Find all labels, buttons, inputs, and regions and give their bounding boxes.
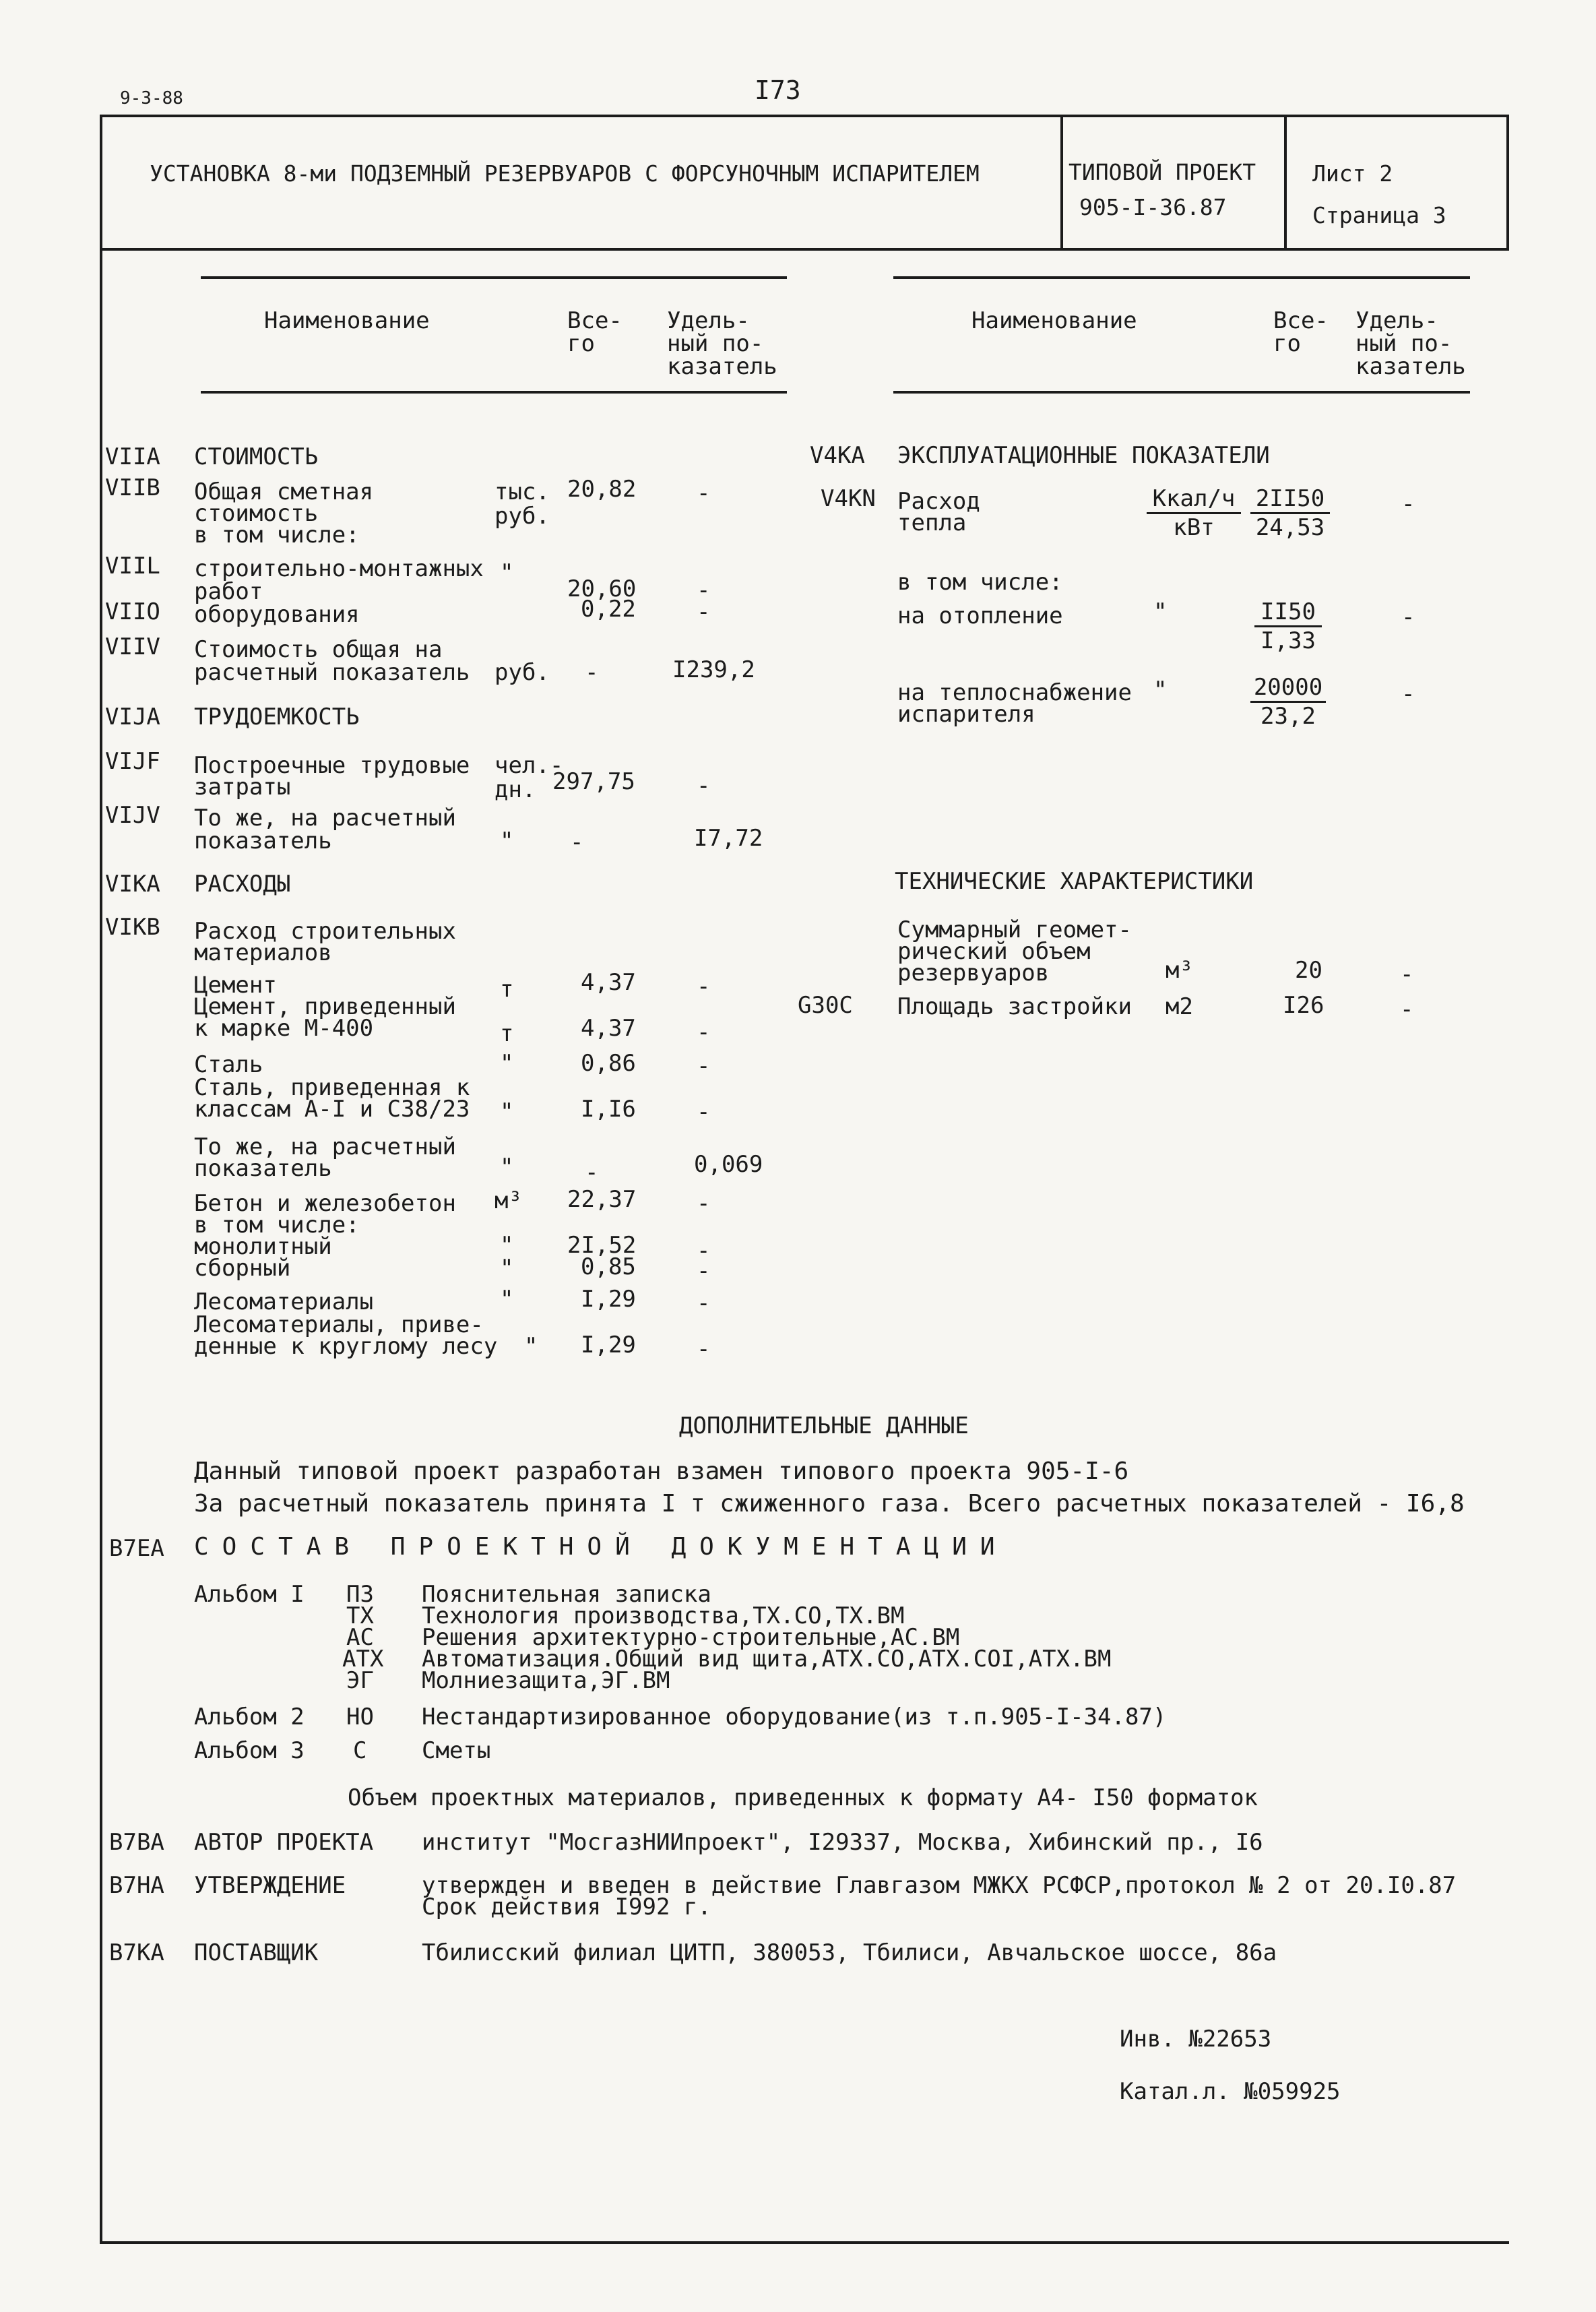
album-code: ТХ xyxy=(346,1602,374,1629)
info-code: В7КА xyxy=(109,1939,164,1966)
album-code: НО xyxy=(346,1704,374,1730)
evap-bottom: 23,2 xyxy=(1260,703,1316,730)
row-unit: м³ xyxy=(494,1187,522,1214)
album-desc: Технология производства,ТХ.СО,ТХ.ВМ xyxy=(422,1602,905,1629)
evap-top: 20000 xyxy=(1253,674,1323,701)
heat-specific: - xyxy=(1401,491,1415,518)
area-name: Площадь застройки xyxy=(897,993,1132,1020)
album-desc: Молниезащита,ЭГ.ВМ xyxy=(422,1667,670,1694)
left-header-bottom-rule xyxy=(201,391,787,394)
row-name: материалов xyxy=(194,939,332,966)
album-code: С xyxy=(353,1737,367,1764)
stamp-sheet: Лист 2 xyxy=(1312,160,1393,187)
additional-line-2: За расчетный показатель принята I т сжиженного газа. Всего расчетных показателей - I6,8 xyxy=(194,1490,1465,1518)
composition-code: В7ЕА xyxy=(109,1535,164,1562)
evap-unit: " xyxy=(1153,677,1168,704)
info-code: В7НА xyxy=(109,1872,164,1899)
ops-heading: ЭКСПЛУАТАЦИОННЫЕ ПОКАЗАТЕЛИ xyxy=(897,442,1270,469)
row-specific: - xyxy=(697,1053,711,1080)
row-name: строительно-монтажных xyxy=(194,555,484,582)
row-unit: " xyxy=(500,1232,514,1259)
row-total: 0,86 xyxy=(581,1050,636,1077)
album-desc: Нестандартизированное оборудование(из т.п.905-I-34.87) xyxy=(422,1704,1167,1730)
heating-top: II50 xyxy=(1260,598,1316,625)
heating-specific: - xyxy=(1401,604,1415,631)
evap-name-2: испарителя xyxy=(897,701,1035,728)
row-specific: I239,2 xyxy=(672,656,755,683)
row-name: работ xyxy=(194,578,263,605)
stamp-page: Страница 3 xyxy=(1312,202,1446,228)
album-label: Альбом 2 xyxy=(194,1704,305,1730)
row-specific: - xyxy=(697,1098,711,1125)
row-total: 4,37 xyxy=(581,969,636,996)
code-ops: V4KA xyxy=(810,442,865,469)
row-specific: - xyxy=(697,1237,711,1264)
row-total: I,29 xyxy=(581,1332,636,1358)
row-name: Бетон и железобетон xyxy=(194,1190,456,1217)
evap-fraction xyxy=(1250,675,1326,728)
row-specific: - xyxy=(697,973,711,1000)
heat-unit-fraction xyxy=(1147,487,1241,540)
row-code: VIIV xyxy=(105,633,160,660)
row-name: расчетный показатель xyxy=(194,659,470,686)
volume-specific: - xyxy=(1400,961,1414,988)
row-specific: - xyxy=(697,577,711,604)
area-total: I26 xyxy=(1283,992,1324,1019)
frame-right-border xyxy=(1506,115,1509,249)
row-name: Лесоматериалы, приве- xyxy=(194,1311,484,1338)
info-label: АВТОР ПРОЕКТА xyxy=(194,1829,374,1856)
row-unit: чел.- дн. xyxy=(494,752,564,803)
row-unit: " xyxy=(500,827,514,854)
row-code: VIJF xyxy=(105,748,160,775)
row-name: Общая сметная xyxy=(194,478,374,505)
frame-top-border xyxy=(100,115,1509,117)
row-specific: - xyxy=(697,480,711,507)
inventory-number: Инв. №22653 xyxy=(1120,2026,1272,2053)
row-total: I,29 xyxy=(581,1286,636,1313)
frame-left-border xyxy=(100,115,102,2244)
row-name: Сталь xyxy=(194,1051,263,1078)
row-specific: - xyxy=(697,1019,711,1046)
row-code: VIIL xyxy=(105,553,160,580)
right-header-name: Наименование xyxy=(971,307,1137,334)
row-name: Цемент xyxy=(194,972,277,999)
row-total: 20,60 xyxy=(567,575,637,602)
row-unit: " xyxy=(500,1286,514,1313)
row-unit: т xyxy=(500,976,514,1003)
tech-heading: ТЕХНИЧЕСКИЕ ХАРАКТЕРИСТИКИ xyxy=(895,868,1254,895)
right-header-specific-2: ный по- xyxy=(1355,330,1453,357)
row-name: монолитный xyxy=(194,1233,332,1260)
row-name: оборудования xyxy=(194,601,360,628)
row-name: Стоимость общая на xyxy=(194,636,443,663)
frame-bottom-border xyxy=(100,2241,1509,2244)
row-specific: - xyxy=(697,1290,711,1317)
heat-total-top: 2II50 xyxy=(1255,485,1325,512)
heat-total-fraction xyxy=(1250,487,1330,540)
info-label: УТВЕРЖДЕНИЕ xyxy=(194,1872,346,1899)
additional-line-1: Данный типовой проект разработан взамен типового проекта 905-I-6 xyxy=(194,1458,1129,1485)
row-specific: - xyxy=(697,1190,711,1217)
right-header-specific-3: казатель xyxy=(1355,353,1466,380)
page-number: I73 xyxy=(755,75,801,105)
album-desc: Решения архитектурно-строительные,АС.ВМ xyxy=(422,1624,960,1651)
composition-volume-note: Объем проектных материалов, приведенных к формату А4- I50 форматок xyxy=(348,1784,1258,1811)
row-unit: руб. xyxy=(494,659,550,686)
right-header-top-rule xyxy=(893,276,1470,279)
info-text: утвержден и введен в действие Главгазом МЖКХ РСФСР,протокол № 2 от 20.I0.87 xyxy=(422,1872,1457,1899)
area-unit: м2 xyxy=(1166,993,1193,1020)
row-total: - xyxy=(585,1159,599,1186)
code-heat: V4KN xyxy=(821,485,876,512)
right-header-total-2: го xyxy=(1273,330,1301,357)
left-header-top-rule xyxy=(201,276,787,279)
evap-specific: - xyxy=(1401,681,1415,708)
album-desc: Автоматизация.Общий вид щита,АТХ.СО,АТХ.СОI,АТХ.ВМ xyxy=(422,1646,1112,1673)
row-specific: - xyxy=(697,1336,711,1363)
left-header-specific-1: Удель- xyxy=(667,307,750,334)
row-code: VIIB xyxy=(105,474,160,501)
row-specific: I7,72 xyxy=(694,825,763,852)
heat-unit-bottom: кВт xyxy=(1173,514,1215,541)
incl-label: в том числе: xyxy=(897,569,1063,596)
row-total: 0,22 xyxy=(581,596,636,623)
row-name: к марке М-400 xyxy=(194,1015,374,1042)
row-total: 0,85 xyxy=(581,1253,636,1280)
row-total: I,I6 xyxy=(581,1096,636,1123)
heating-name: на отопление xyxy=(897,602,1063,629)
code-area: G30C xyxy=(798,992,853,1019)
row-unit: " xyxy=(500,1050,514,1077)
row-unit: " xyxy=(500,559,514,586)
stamp-bottom-border xyxy=(100,248,1509,251)
row-total: 22,37 xyxy=(567,1186,637,1213)
row-code: VIIO xyxy=(105,598,160,625)
heat-unit-top: Ккал/ч xyxy=(1152,485,1236,512)
row-total: - xyxy=(570,829,584,856)
heat-name-1: Расход xyxy=(897,488,980,515)
row-unit: тыс. руб. xyxy=(494,478,550,530)
row-name: ТРУДОЕМКОСТЬ xyxy=(194,704,360,730)
row-unit: " xyxy=(524,1333,538,1360)
right-header-specific-1: Удель- xyxy=(1355,307,1438,334)
row-unit: " xyxy=(500,1098,514,1125)
row-name: показатель xyxy=(194,827,332,854)
row-name: в том числе: xyxy=(194,1212,360,1239)
corner-mark: 9-3-88 xyxy=(120,88,183,108)
info-label: ПОСТАВЩИК xyxy=(194,1939,319,1966)
row-total: 2I,52 xyxy=(567,1232,637,1259)
row-name: То же, на расчетный xyxy=(194,1133,456,1160)
left-header-specific-2: ный по- xyxy=(667,330,764,357)
album-code: АС xyxy=(346,1624,374,1651)
album-label: Альбом I xyxy=(194,1581,305,1608)
additional-heading: ДОПОЛНИТЕЛЬНЫЕ ДАННЫЕ xyxy=(679,1412,969,1439)
stamp-divider-2 xyxy=(1284,115,1287,249)
row-name: Сталь, приведенная к xyxy=(194,1074,470,1101)
area-specific: - xyxy=(1400,996,1414,1023)
catalog-number: Катал.л. №059925 xyxy=(1120,2078,1341,2105)
volume-name-3: резервуаров xyxy=(897,960,1050,987)
row-name: Лесоматериалы xyxy=(194,1288,374,1315)
album-desc: Сметы xyxy=(422,1737,491,1764)
evap-name-1: на теплоснабжение xyxy=(897,679,1132,706)
volume-name-1: Суммарный геомет- xyxy=(897,916,1132,943)
row-name: показатель xyxy=(194,1155,332,1182)
heating-bottom: I,33 xyxy=(1260,627,1316,654)
stamp-divider-1 xyxy=(1060,115,1063,249)
row-code: VIKB xyxy=(105,914,160,941)
info-text: Срок действия I992 г. xyxy=(422,1894,711,1920)
row-code: VIJV xyxy=(105,802,160,829)
row-specific: - xyxy=(697,1257,711,1284)
volume-total: 20 xyxy=(1295,957,1322,984)
volume-name-2: рический объем xyxy=(897,938,1091,965)
row-name: Расход строительных xyxy=(194,918,456,945)
row-specific: - xyxy=(697,772,711,799)
row-name: Построечные трудовые xyxy=(194,752,470,779)
right-header-bottom-rule xyxy=(893,391,1470,394)
left-header-name: Наименование xyxy=(264,307,430,334)
row-name: в том числе: xyxy=(194,522,360,549)
row-name: РАСХОДЫ xyxy=(194,871,291,898)
row-name: денные к круглому лесу xyxy=(194,1333,498,1360)
album-label: Альбом 3 xyxy=(194,1737,305,1764)
heat-name-2: тепла xyxy=(897,509,967,536)
left-header-total-1: Все- xyxy=(567,307,623,334)
row-total: - xyxy=(585,659,599,686)
row-name: Цемент, приведенный xyxy=(194,993,456,1020)
right-header-total-1: Все- xyxy=(1273,307,1329,334)
stamp-project-label: ТИПОВОЙ ПРОЕКТ xyxy=(1068,159,1256,185)
row-name: затраты xyxy=(194,774,291,801)
row-code: VIKA xyxy=(105,871,160,898)
row-total: 20,82 xyxy=(567,476,637,503)
left-header-total-2: го xyxy=(567,330,595,357)
stamp-project-number: 905-I-36.87 xyxy=(1079,194,1227,220)
row-unit: " xyxy=(500,1154,514,1181)
heating-fraction xyxy=(1254,600,1322,653)
row-unit: " xyxy=(500,1255,514,1282)
row-name: сборный xyxy=(194,1255,291,1282)
album-desc: Пояснительная записка xyxy=(422,1581,711,1608)
row-name: То же, на расчетный xyxy=(194,805,456,832)
stamp-title: УСТАНОВКА 8-ми ПОДЗЕМНЫЙ РЕЗЕРВУАРОВ С ФОРСУНОЧНЫМ ИСПАРИТЕЛЕМ xyxy=(150,160,980,187)
left-header-specific-3: казатель xyxy=(667,353,777,380)
heat-total-bottom: 24,53 xyxy=(1255,514,1325,541)
album-code: ПЗ xyxy=(346,1581,374,1608)
row-name: стоимость xyxy=(194,500,319,527)
album-code: АТХ xyxy=(342,1646,384,1673)
volume-unit: м³ xyxy=(1166,957,1193,984)
row-specific: 0,069 xyxy=(694,1151,763,1178)
composition-heading: СОСТАВ ПРОЕКТНОЙ ДОКУМЕНТАЦИИ xyxy=(194,1533,1009,1561)
row-name: СТОИМОСТЬ xyxy=(194,443,319,470)
row-code: VIJA xyxy=(105,704,160,730)
row-specific: - xyxy=(697,598,711,625)
info-code: В7ВА xyxy=(109,1829,164,1856)
row-name: классам А-I и С38/23 xyxy=(194,1096,470,1123)
row-total: 297,75 xyxy=(552,768,635,795)
album-code: ЭГ xyxy=(346,1667,374,1694)
row-code: VIIA xyxy=(105,443,160,470)
row-unit: т xyxy=(500,1020,514,1047)
info-text: Тбилисский филиал ЦИТП, 380053, Тбилиси, Авчальское шоссе, 86а xyxy=(422,1939,1277,1966)
heating-unit: " xyxy=(1153,598,1168,625)
info-text: институт "МосгазНИИпроект", I29337, Москва, Хибинский пр., I6 xyxy=(422,1829,1263,1856)
row-total: 4,37 xyxy=(581,1015,636,1042)
